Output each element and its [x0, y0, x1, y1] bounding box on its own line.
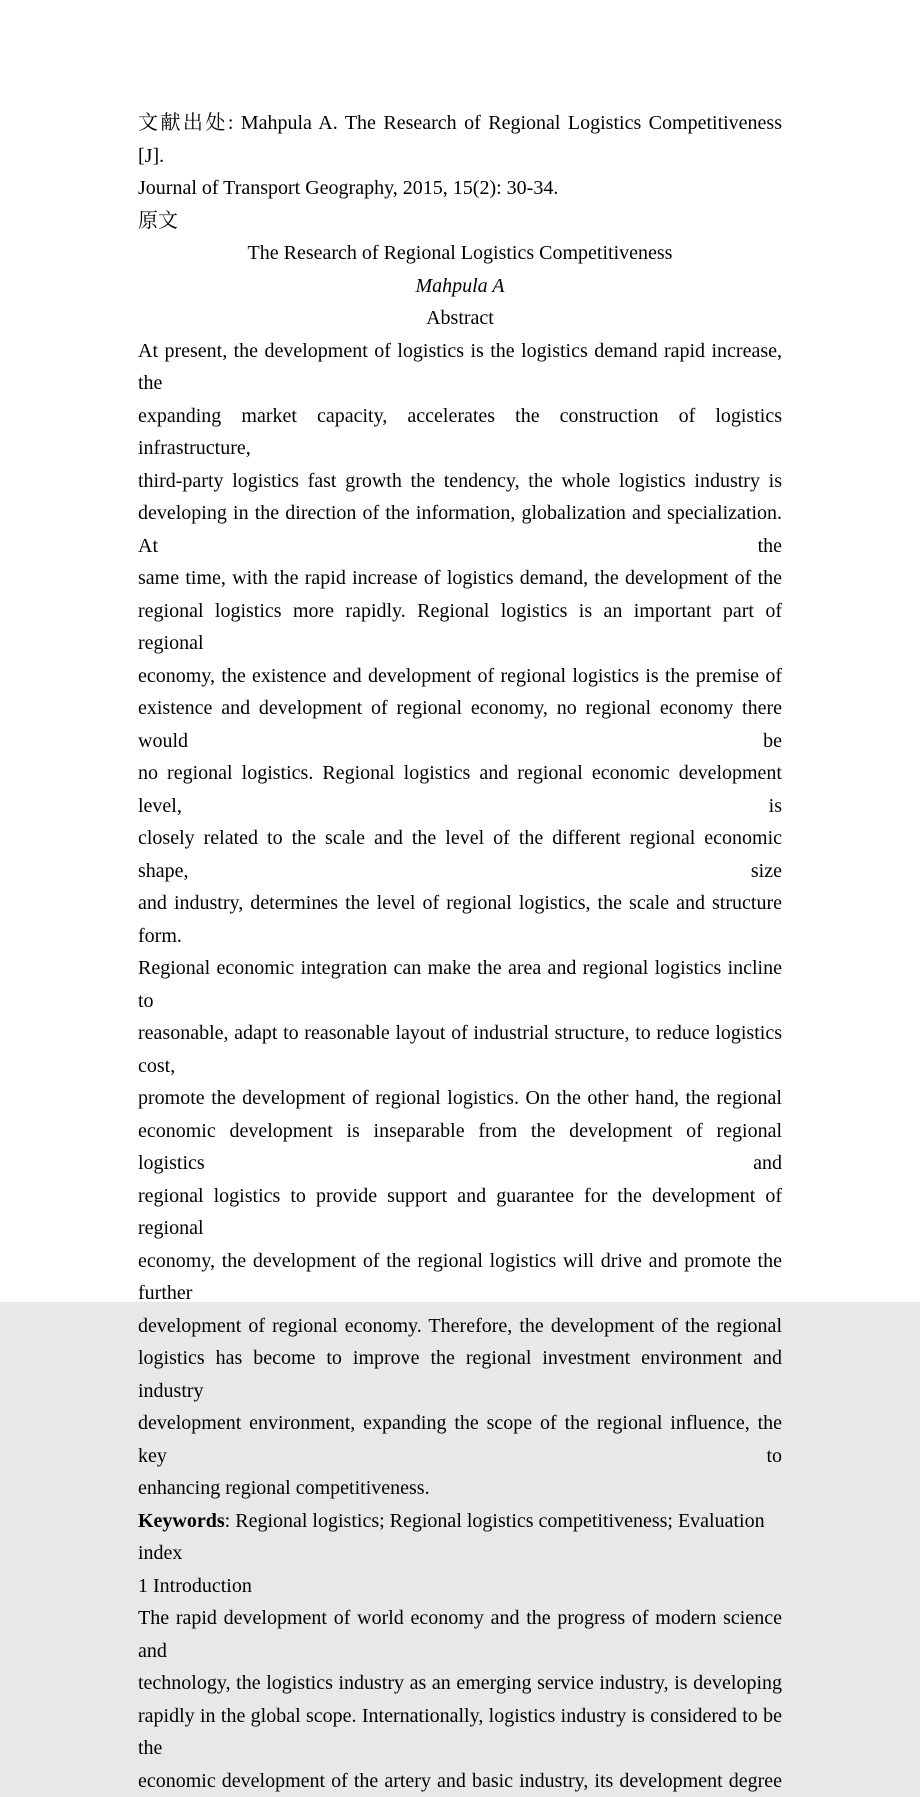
- paper-author: Mahpula A: [138, 270, 782, 303]
- text-line: no regional logistics. Regional logistics and regional economic development level, is: [138, 757, 782, 822]
- text-line: expanding market capacity, accelerates the construction of logistics infrastructure,: [138, 400, 782, 465]
- citation: [138, 107, 782, 205]
- text-line: development of regional economy. Therefore, the development of the regional: [138, 1310, 782, 1343]
- document-content: [138, 107, 782, 1797]
- paper-title: The Research of Regional Logistics Competitiveness: [138, 237, 782, 270]
- text-line: Regional economic integration can make the area and regional logistics incline to: [138, 952, 782, 1017]
- keywords-line: [138, 1505, 782, 1570]
- text-line: promote the development of regional logistics. On the other hand, the regional: [138, 1082, 782, 1115]
- text-line: economic development is inseparable from the development of regional logistics and: [138, 1115, 782, 1180]
- keywords-label: Keywords: [138, 1510, 225, 1532]
- text-line: rapidly in the global scope. Internationally, logistics industry is considered to be the: [138, 1700, 782, 1765]
- text-line: The rapid development of world economy and the progress of modern science and: [138, 1602, 782, 1667]
- text-line: logistics has become to improve the regional investment environment and industry: [138, 1342, 782, 1407]
- text-line: technology, the logistics industry as an emerging service industry, is developing: [138, 1667, 782, 1700]
- citation-line: Journal of Transport Geography, 2015, 15(2): 30-34.: [138, 172, 782, 205]
- text-line: economic development of the artery and basic industry, its development degree: [138, 1765, 782, 1797]
- keywords-text: : Regional logistics; Regional logistics competitiveness; Evaluation index: [138, 1510, 765, 1565]
- abstract-heading: Abstract: [138, 302, 782, 335]
- text-line: enhancing regional competitiveness.: [138, 1472, 782, 1505]
- text-line: At present, the development of logistics is the logistics demand rapid increase, the: [138, 335, 782, 400]
- text-line: third-party logistics fast growth the tendency, the whole logistics industry is: [138, 465, 782, 498]
- introduction-paragraph: [138, 1602, 782, 1797]
- abstract-paragraph: [138, 335, 782, 1505]
- text-line: same time, with the rapid increase of logistics demand, the development of the: [138, 562, 782, 595]
- text-line: development environment, expanding the scope of the regional influence, the key to: [138, 1407, 782, 1472]
- text-line: existence and development of regional economy, no regional economy there would be: [138, 692, 782, 757]
- text-line: economy, the existence and development of regional logistics is the premise of: [138, 660, 782, 693]
- text-line: economy, the development of the regional logistics will drive and promote the further: [138, 1245, 782, 1310]
- section-heading-introduction: 1 Introduction: [138, 1570, 782, 1603]
- text-line: and industry, determines the level of regional logistics, the scale and structure form.: [138, 887, 782, 952]
- source-label: 原文: [138, 205, 782, 238]
- text-line: reasonable, adapt to reasonable layout of industrial structure, to reduce logistics cost,: [138, 1017, 782, 1082]
- text-line: regional logistics to provide support and guarantee for the development of regional: [138, 1180, 782, 1245]
- text-line: closely related to the scale and the level of the different regional economic shape, size: [138, 822, 782, 887]
- citation-line: 文献出处: Mahpula A. The Research of Regional Logistics Competitiveness [J].: [138, 107, 782, 172]
- text-line: developing in the direction of the information, globalization and specialization. At the: [138, 497, 782, 562]
- text-line: regional logistics more rapidly. Regional logistics is an important part of regional: [138, 595, 782, 660]
